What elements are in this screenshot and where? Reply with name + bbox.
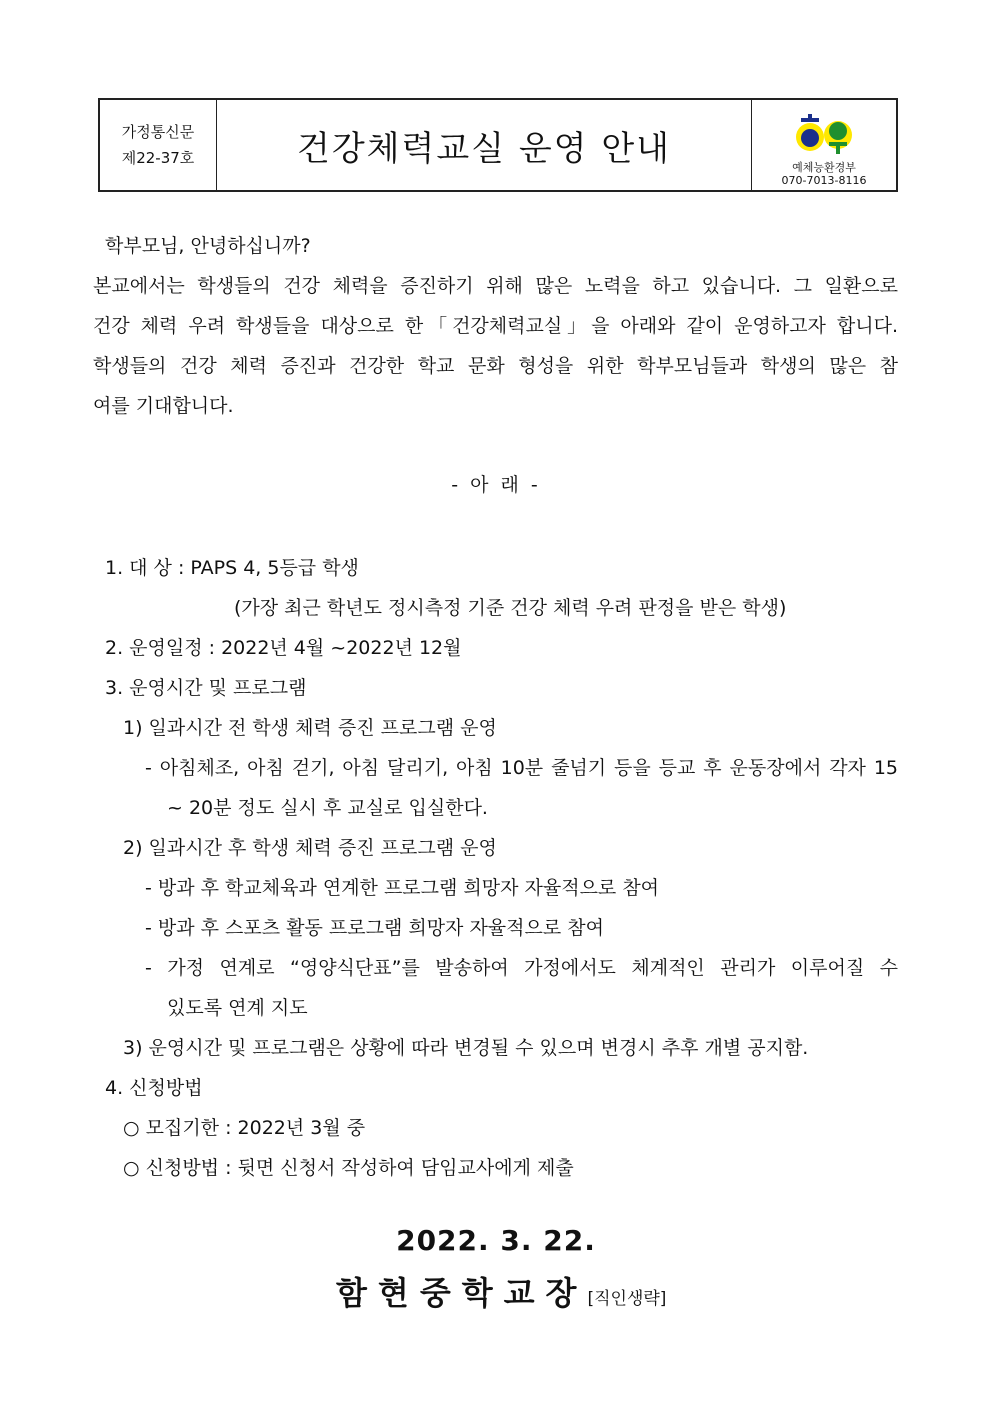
item-apply: 4. 신청방법 bbox=[105, 1077, 203, 1099]
page-title: 건강체력교실 운영 안내 bbox=[217, 100, 752, 190]
sub-item-detail-cont: ~ 20분 정도 실시 후 교실로 입실한다. bbox=[167, 797, 488, 819]
sub-item-detail: - 방과 후 학교체육과 연계한 프로그램 희망자 자율적으로 참여 bbox=[145, 877, 660, 899]
sub-item-detail: - 방과 후 스포츠 활동 프로그램 희망자 자율적으로 참여 bbox=[145, 917, 604, 939]
department-phone: 070-7013-8116 bbox=[781, 174, 867, 187]
header-table bbox=[98, 98, 898, 192]
doc-info-cell bbox=[100, 100, 217, 190]
sub-item-detail: - 아침체조, 아침 걷기, 아침 달리기, 아침 10분 줄넘기 등을 등교 후 운동장에서 각자 15 bbox=[145, 757, 898, 779]
sub-item-detail: - 가정 연계로 “영양식단표”를 발송하여 가정에서도 체계적인 관리가 이루어질 수 bbox=[145, 957, 898, 979]
doc-number: 제22-37호 bbox=[121, 149, 195, 167]
doc-type: 가정통신문 bbox=[121, 123, 195, 141]
intro-line: 본교에서는 학생들의 건강 체력을 증진하기 위해 많은 노력을 하고 있습니다. 그 일환으로 bbox=[93, 275, 898, 297]
greeting: 학부모님, 안녕하십니까? bbox=[105, 235, 311, 257]
principal-signature bbox=[336, 1268, 666, 1314]
details-list bbox=[93, 548, 898, 1188]
seal-note: [직인생략] bbox=[587, 1289, 667, 1309]
sub-item-notice: 3) 운영시간 및 프로그램은 상황에 따라 변경될 수 있으며 변경시 추후 개별 공지함. bbox=[123, 1037, 809, 1059]
intro-line: 여를 기대합니다. bbox=[93, 395, 234, 417]
department-name: 예체능환경부 bbox=[792, 161, 856, 174]
sub-item-before-school: 1) 일과시간 전 학생 체력 증진 프로그램 운영 bbox=[123, 717, 497, 739]
department-cell bbox=[752, 100, 896, 190]
principal-name: 함현중학교장 bbox=[336, 1274, 588, 1312]
item-time-program: 3. 운영시간 및 프로그램 bbox=[105, 677, 307, 699]
intro-line: 건강 체력 우려 학생들을 대상으로 한「건강체력교실」을 아래와 같이 운영하고자 합니다. bbox=[93, 315, 898, 337]
apply-method: ○ 신청방법 : 뒷면 신청서 작성하여 담임교사에게 제출 bbox=[123, 1157, 574, 1179]
apply-deadline: ○ 모집기한 : 2022년 3월 중 bbox=[123, 1117, 366, 1139]
sub-item-detail-cont: 있도록 연계 지도 bbox=[167, 997, 308, 1019]
school-logo-icon bbox=[791, 109, 857, 157]
intro-paragraph bbox=[93, 266, 898, 426]
item-target: 1. 대 상 : PAPS 4, 5등급 학생 bbox=[105, 557, 359, 579]
sub-item-after-school: 2) 일과시간 후 학생 체력 증진 프로그램 운영 bbox=[123, 837, 497, 859]
item-schedule: 2. 운영일정 : 2022년 4월 ~2022년 12월 bbox=[105, 637, 462, 659]
section-divider-label: - 아 래 - bbox=[451, 474, 541, 496]
item-target-note: (가장 최근 학년도 정시측정 기준 건강 체력 우려 판정을 받은 학생) bbox=[234, 597, 787, 619]
intro-line: 학생들의 건강 체력 증진과 건강한 학교 문화 형성을 위한 학부모님들과 학생의 많은 참 bbox=[93, 355, 898, 377]
issue-date: 2022. 3. 22. bbox=[396, 1224, 596, 1257]
